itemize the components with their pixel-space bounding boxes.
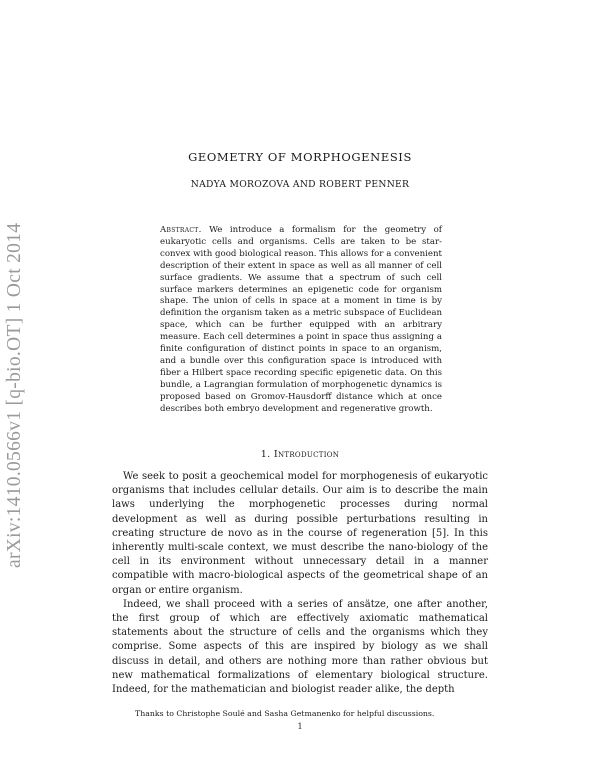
body-paragraph: Indeed, we shall proceed with a series of ansätze, one after another, the first group of which are effectively axiomatic mathematical statements about the structure of cells and the organisms which they comprise. Some aspects of this are inspired by biology as we shall discuss in detail, and others are nothing more than rather obvious but new mathematical formalizations of elementary biological structure. Indeed, for the mathematician and biologist reader alike, the depth: [112, 598, 488, 696]
body-paragraph: We seek to posit a geochemical model for morphogenesis of eukaryotic organisms that includes cellular details. Our aim is to describe the main laws underlying the morphogenetic processes during normal development as well as during possible perturbations resulting in creating structure de novo as in the course of regeneration [5]. In this inherently multi-scale context, we must describe the nano-biology of the cell in its environment without unnecessary detail in a manner compatible with macro-biological aspects of the geometrical shape of an organ or entire organism.: [112, 471, 488, 596]
body-text: [112, 470, 488, 697]
paper-title: GEOMETRY OF MORPHOGENESIS: [188, 150, 412, 164]
paper-authors: NADYA MOROZOVA AND ROBERT PENNER: [190, 179, 410, 190]
section-number: 1.: [260, 449, 271, 460]
abstract-text: We introduce a formalism for the geometry of eukaryotic cells and organisms. Cells are taken to be star-convex with good biological reason. This allows for a convenient description of their extent in space as well as all manner of cell surface gradients. We assume that a spectrum of such cell surface markers determines an epigenetic code for organism shape. The union of cells in space at a moment in time is by definition the organism taken as a metric subspace of Euclidean space, which can be further equipped with an arbitrary measure. Each cell determines a point in space thus assigning a finite configuration of distinct points in space to an organism, and a bundle over this configuration space is introduced with fiber a Hilbert space recording specific epigenetic data. On this bundle, a Lagrangian formulation of morphogenetic dynamics is proposed based on Gromov-Hausdorff distance which at once describes both embryo development and regenerative growth.: [160, 225, 442, 414]
abstract-block: [160, 225, 442, 416]
abstract-label: Abstract.: [160, 225, 202, 235]
arxiv-identifier-stamp: arXiv:1410.0566v1 [q-bio.OT] 1 Oct 2014: [4, 222, 25, 568]
section-title: Introduction: [273, 449, 340, 460]
footnote: Thanks to Christophe Soulé and Sasha Getmanenko for helpful discussions.: [135, 709, 435, 718]
page-number: 1: [297, 722, 303, 731]
section-heading: [0, 449, 600, 460]
